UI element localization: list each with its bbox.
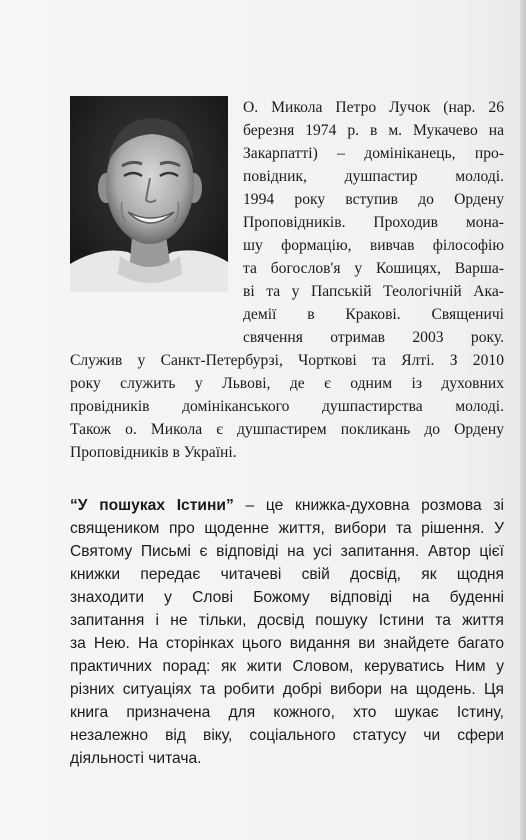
bio-line: та богослов'я у Кошицях, Варша- bbox=[243, 260, 504, 277]
bio-line: Закарпатті) – домініканець, про- bbox=[243, 145, 504, 162]
description-line: незалежно від віку, соціального статусу чи сфери bbox=[70, 727, 504, 744]
description-text: – це книжка-духовна розмова зі bbox=[233, 497, 504, 514]
bio-line: провідників домініканського душпастирства молоді. bbox=[70, 398, 504, 415]
bio-line: ві та у Папській Теологічній Ака- bbox=[243, 283, 504, 300]
bio-line: Проповідників в Україні. bbox=[70, 444, 237, 461]
description-line: практичних порад: як жити Словом, керуватись Ним у bbox=[70, 658, 504, 675]
description-line: Святому Письмі є відповіді на усі запитання. Автор цієї bbox=[70, 543, 504, 560]
book-title: “У пошуках Істини” bbox=[70, 497, 234, 514]
bio-line: року служить у Львові, де є одним із духовних bbox=[70, 375, 504, 392]
description-line: запитання і не тільки, досвід пошуку Істини та життя bbox=[70, 612, 504, 629]
bio-line: Також о. Микола є душпастирем покликань до Ордену bbox=[70, 421, 504, 438]
bio-line: 1994 року вступив до Ордену bbox=[243, 191, 504, 208]
bio-line: Проповідників. Проходив мона- bbox=[243, 214, 504, 231]
page-edge bbox=[520, 0, 526, 840]
author-photo bbox=[70, 96, 228, 292]
bio-line: Служив у Санкт-Петербурзі, Чорткові та Ялті. З 2010 bbox=[70, 352, 504, 369]
bio-line: повідник, душпастир молоді. bbox=[243, 168, 504, 185]
description-line: священиком про щоденне життя, вибори та рішення. У bbox=[70, 520, 504, 537]
bio-line: березня 1974 р. в м. Мукачево на bbox=[243, 122, 504, 139]
description-line: різних ситуаціях та робити добрі вибори на щодень. Ця bbox=[70, 681, 504, 698]
description-line: за Нею. На сторінках цього видання ви знайдете багато bbox=[70, 635, 504, 652]
description-line: діяльності читача. bbox=[70, 750, 202, 767]
description-line bbox=[70, 495, 504, 517]
bio-line: демії в Кракові. Священичі bbox=[243, 306, 504, 323]
description-line: книга призначена для кожного, хто шукає Істину, bbox=[70, 704, 504, 721]
bio-line: свячення отримав 2003 року. bbox=[243, 329, 504, 346]
bio-line: О. Микола Петро Лучок (нар. 26 bbox=[243, 99, 504, 116]
bio-line: шу формацію, вивчав філософію bbox=[243, 237, 504, 254]
description-line: книжки передає читачеві свій досвід, як щодня bbox=[70, 566, 504, 583]
description-line: знаходити у Слові Божому відповіді на буденні bbox=[70, 589, 504, 606]
